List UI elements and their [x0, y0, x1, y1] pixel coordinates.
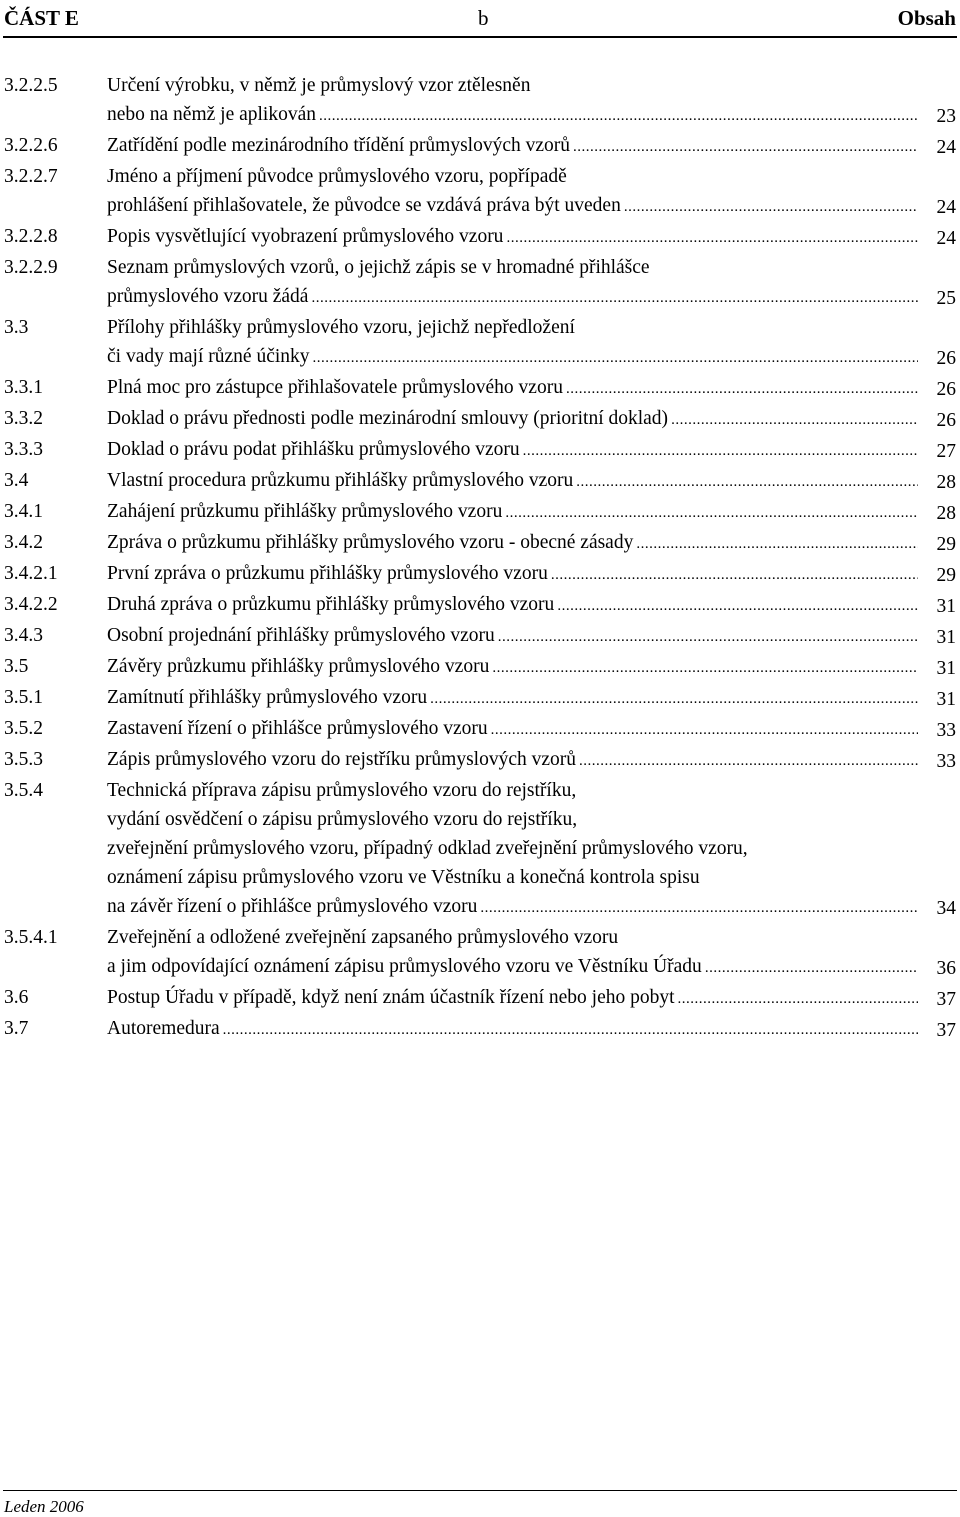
toc-entry-title-line: Seznam průmyslových vzorů, o jejichž zápis se v hromadné přihlášce [107, 257, 650, 278]
toc-entry-title-line: Zápis průmyslového vzoru do rejstříku průmyslových vzorů [107, 749, 576, 770]
dot-leader [557, 592, 918, 621]
toc-entry-number: 3.2.2.8 [4, 226, 58, 247]
toc-entry[interactable] [4, 313, 956, 373]
toc-entry-title-line: Zastavení řízení o přihlášce průmyslového vzoru [107, 718, 488, 739]
page-header [4, 4, 956, 32]
section-label: ČÁST E [4, 6, 79, 30]
toc-entry[interactable] [4, 683, 956, 714]
toc-entry-title-line: Postup Úřadu v případě, když není znám účastník řízení nebo jeho pobyt [107, 987, 675, 1008]
dot-leader [576, 468, 918, 497]
toc-entry-title-line: Popis vysvětlující vyobrazení průmyslového vzoru [107, 226, 504, 247]
toc-entry-number: 3.4.2 [4, 532, 43, 553]
toc-entry-number: 3.2.2.6 [4, 135, 58, 156]
toc-entry-page-number: 24 [936, 137, 956, 158]
toc-entry-number: 3.2.2.7 [4, 166, 58, 187]
toc-entry-number: 3.5.3 [4, 749, 43, 770]
toc-entry[interactable] [4, 652, 956, 683]
toc-entry-page-number: 31 [936, 689, 956, 710]
toc-entry-page-number: 23 [936, 106, 956, 127]
toc-entry-title-line: Autoremedura [107, 1018, 220, 1039]
toc-entry[interactable] [4, 528, 956, 559]
toc-entry-number: 3.4 [4, 470, 29, 491]
toc-entry[interactable] [4, 131, 956, 162]
dot-leader [671, 406, 918, 435]
toc-entry-page-number: 26 [936, 379, 956, 400]
toc-entry[interactable] [4, 435, 956, 466]
toc-entry[interactable] [4, 253, 956, 313]
dot-leader [492, 654, 918, 683]
toc-entry-page-number: 24 [936, 228, 956, 249]
dot-leader [678, 985, 918, 1014]
toc-entry[interactable] [4, 714, 956, 745]
dot-leader [705, 954, 918, 983]
part-letter: b [478, 6, 489, 30]
dot-leader [313, 344, 918, 373]
toc-entry[interactable] [4, 404, 956, 435]
toc-entry-title-line: oznámení zápisu průmyslového vzoru ve Věstníku a konečná kontrola spisu [107, 867, 700, 888]
toc-entry-page-number: 31 [936, 596, 956, 617]
toc-entry-number: 3.2.2.5 [4, 75, 58, 96]
toc-entry-title-line: průmyslového vzoru žádá [107, 286, 309, 307]
dot-leader [506, 224, 918, 253]
toc-entry-title-line: Přílohy přihlášky průmyslového vzoru, jejichž nepředložení [107, 317, 575, 338]
toc-entry[interactable] [4, 466, 956, 497]
toc-entry-page-number: 26 [936, 410, 956, 431]
toc-entry-title-line: a jim odpovídající oznámení zápisu průmyslového vzoru ve Věstníku Úřadu [107, 956, 702, 977]
toc-entry-page-number: 34 [936, 898, 956, 919]
dot-leader [223, 1016, 918, 1045]
table-of-contents [4, 71, 956, 1045]
toc-entry-page-number: 37 [936, 989, 956, 1010]
toc-entry-page-number: 24 [936, 197, 956, 218]
toc-entry-number: 3.3.3 [4, 439, 43, 460]
toc-entry-number: 3.3 [4, 317, 29, 338]
dot-leader [505, 499, 918, 528]
dot-leader [523, 437, 918, 466]
toc-entry-page-number: 25 [936, 288, 956, 309]
toc-entry-number: 3.3.1 [4, 377, 43, 398]
toc-entry-title-line: Doklad o právu podat přihlášku průmyslového vzoru [107, 439, 520, 460]
toc-entry-number: 3.4.3 [4, 625, 43, 646]
toc-entry[interactable] [4, 71, 956, 131]
toc-entry-title-line: prohlášení přihlašovatele, že původce se vzdává práva být uveden [107, 195, 621, 216]
toc-entry[interactable] [4, 222, 956, 253]
toc-entry-title-line: Zveřejnění a odložené zveřejnění zapsaného průmyslového vzoru [107, 927, 619, 948]
toc-entry[interactable] [4, 1014, 956, 1045]
toc-entry-number: 3.4.1 [4, 501, 43, 522]
toc-entry-title-line: či vady mají různé účinky [107, 346, 310, 367]
toc-entry-number: 3.7 [4, 1018, 29, 1039]
toc-entry-title-line: Technická příprava zápisu průmyslového vzoru do rejstříku, [107, 780, 577, 801]
toc-entry-page-number: 33 [936, 751, 956, 772]
toc-entry-page-number: 28 [936, 472, 956, 493]
toc-entry-title-line: nebo na němž je aplikován [107, 104, 317, 125]
footer-date: Leden 2006 [4, 1497, 84, 1516]
toc-entry-page-number: 31 [936, 627, 956, 648]
toc-entry-number: 3.2.2.9 [4, 257, 58, 278]
toc-entry-title-line: na závěr řízení o přihlášce průmyslového vzoru [107, 896, 478, 917]
header-rule [3, 36, 957, 38]
toc-entry-title-line: Osobní projednání přihlášky průmyslového vzoru [107, 625, 495, 646]
toc-entry[interactable] [4, 590, 956, 621]
toc-entry-title-line: Zamítnutí přihlášky průmyslového vzoru [107, 687, 428, 708]
toc-entry[interactable] [4, 559, 956, 590]
toc-entry-number: 3.5.4 [4, 780, 43, 801]
toc-entry-number: 3.6 [4, 987, 29, 1008]
toc-entry-title-line: První zpráva o průzkumu přihlášky průmyslového vzoru [107, 563, 548, 584]
toc-entry[interactable] [4, 373, 956, 404]
dot-leader [430, 685, 918, 714]
toc-entry-page-number: 29 [936, 565, 956, 586]
toc-entry-title-line: zveřejnění průmyslového vzoru, případný odklad zveřejnění průmyslového vzoru, [107, 838, 748, 859]
toc-entry-number: 3.4.2.2 [4, 594, 58, 615]
toc-entry-title-line: Jméno a příjmení původce průmyslového vzoru, popřípadě [107, 166, 567, 187]
toc-entry[interactable] [4, 745, 956, 776]
footer-rule [3, 1490, 957, 1491]
toc-entry-page-number: 27 [936, 441, 956, 462]
toc-entry-title-line: vydání osvědčení o zápisu průmyslového vzoru do rejstříku, [107, 809, 578, 830]
toc-entry-title-line: Určení výrobku, v němž je průmyslový vzor ztělesněn [107, 75, 531, 96]
toc-entry-page-number: 33 [936, 720, 956, 741]
toc-entry-number: 3.4.2.1 [4, 563, 58, 584]
toc-entry[interactable] [4, 162, 956, 222]
toc-entry[interactable] [4, 983, 956, 1014]
toc-entry-title-line: Druhá zpráva o průzkumu přihlášky průmyslového vzoru [107, 594, 555, 615]
dot-leader [573, 133, 918, 162]
toc-entry-title-line: Zpráva o průzkumu přihlášky průmyslového vzoru - obecné zásady [107, 532, 634, 553]
toc-entry-title-line: Závěry průzkumu přihlášky průmyslového vzoru [107, 656, 490, 677]
toc-entry-title-line: Doklad o právu přednosti podle mezinárodní smlouvy (prioritní doklad) [107, 408, 669, 429]
toc-entry-number: 3.5.4.1 [4, 927, 58, 948]
toc-entry-title-line: Plná moc pro zástupce přihlašovatele průmyslového vzoru [107, 377, 563, 398]
toc-entry-title-line: Zahájení průzkumu přihlášky průmyslového vzoru [107, 501, 503, 522]
toc-entry-number: 3.3.2 [4, 408, 43, 429]
toc-entry[interactable] [4, 923, 956, 983]
toc-entry[interactable] [4, 621, 956, 652]
dot-leader [480, 894, 918, 923]
toc-entry-number: 3.5.2 [4, 718, 43, 739]
toc-entry-page-number: 26 [936, 348, 956, 369]
toc-entry-page-number: 36 [936, 958, 956, 979]
toc-entry-page-number: 28 [936, 503, 956, 524]
toc-entry[interactable] [4, 497, 956, 528]
dot-leader [311, 284, 918, 313]
toc-entry-number: 3.5.1 [4, 687, 43, 708]
dot-leader [624, 193, 918, 222]
toc-entry-number: 3.5 [4, 656, 29, 677]
toc-entry-page-number: 31 [936, 658, 956, 679]
toc-entry[interactable] [4, 776, 956, 923]
dot-leader [491, 716, 918, 745]
dot-leader [551, 561, 918, 590]
toc-entry-title-line: Zatřídění podle mezinárodního třídění průmyslových vzorů [107, 135, 571, 156]
toc-entry-page-number: 29 [936, 534, 956, 555]
dot-leader [566, 375, 918, 404]
dot-leader [636, 530, 918, 559]
toc-entry-title-line: Vlastní procedura průzkumu přihlášky průmyslového vzoru [107, 470, 574, 491]
toc-entry-page-number: 37 [936, 1020, 956, 1041]
dot-leader [498, 623, 918, 652]
contents-label: Obsah [897, 6, 956, 30]
dot-leader [319, 102, 918, 131]
dot-leader [579, 747, 918, 776]
